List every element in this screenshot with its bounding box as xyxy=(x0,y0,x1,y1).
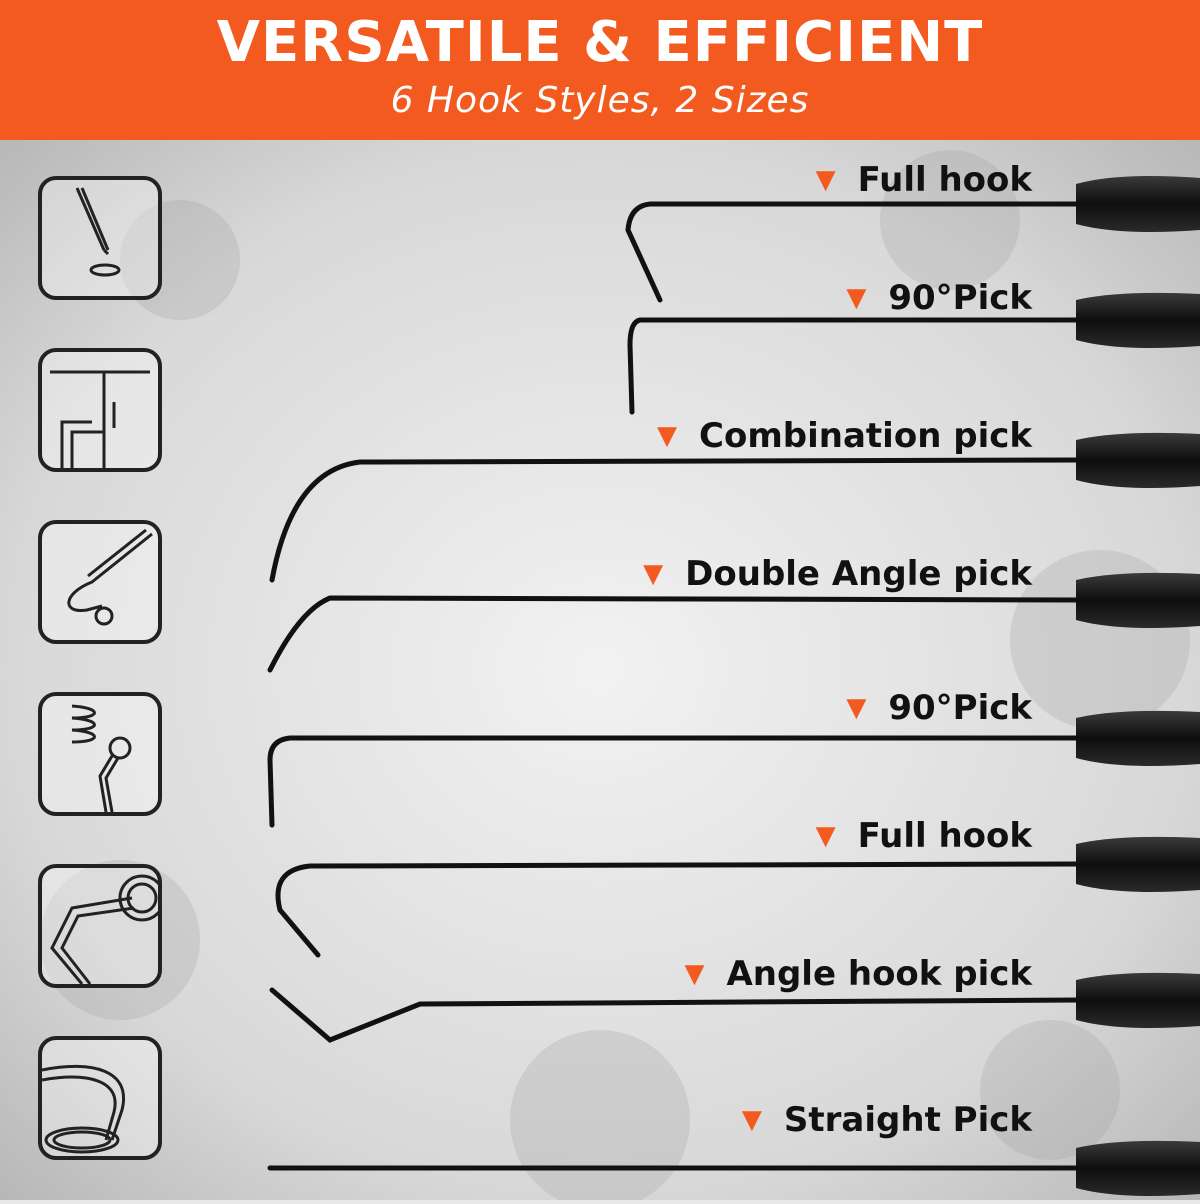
marker-icon: ▼ xyxy=(684,959,705,989)
label-double-angle-pick: ▼ Double Angle pick xyxy=(643,554,1032,594)
label-full-hook-2: ▼ Full hook xyxy=(815,816,1032,856)
banner-title: VERSATILE & EFFICIENT xyxy=(216,10,984,75)
label-full-hook-1: ▼ Full hook xyxy=(815,160,1032,200)
marker-icon: ▼ xyxy=(643,559,664,589)
label-90-pick-1: ▼ 90°Pick xyxy=(846,278,1032,318)
tool-shaft-2 xyxy=(630,320,1080,412)
marker-icon: ▼ xyxy=(815,165,836,195)
tool-handle-4 xyxy=(1076,573,1200,628)
banner-subtitle: 6 Hook Styles, 2 Sizes xyxy=(390,80,810,121)
marker-icon: ▼ xyxy=(846,283,867,313)
label-combination-pick: ▼ Combination pick xyxy=(657,416,1032,456)
tool-handle-8 xyxy=(1076,1141,1200,1196)
tool-handle-7 xyxy=(1076,973,1200,1028)
label-straight-pick: ▼ Straight Pick xyxy=(741,1100,1032,1140)
tool-shaft-6 xyxy=(278,864,1080,955)
tool-handle-1 xyxy=(1076,176,1200,232)
marker-icon: ▼ xyxy=(846,693,867,723)
tool-handle-3 xyxy=(1076,433,1200,488)
tool-shaft-5 xyxy=(270,738,1080,825)
marker-icon: ▼ xyxy=(815,821,836,851)
tool-handle-5 xyxy=(1076,711,1200,766)
label-90-pick-2: ▼ 90°Pick xyxy=(846,688,1032,728)
tool-handle-2 xyxy=(1076,293,1200,348)
tool-shaft-7 xyxy=(272,990,1080,1040)
tool-handle-6 xyxy=(1076,837,1200,892)
marker-icon: ▼ xyxy=(741,1105,762,1135)
tool-shaft-4 xyxy=(270,598,1080,670)
marker-icon: ▼ xyxy=(657,421,678,451)
label-angle-hook-pick: ▼ Angle hook pick xyxy=(684,954,1032,994)
